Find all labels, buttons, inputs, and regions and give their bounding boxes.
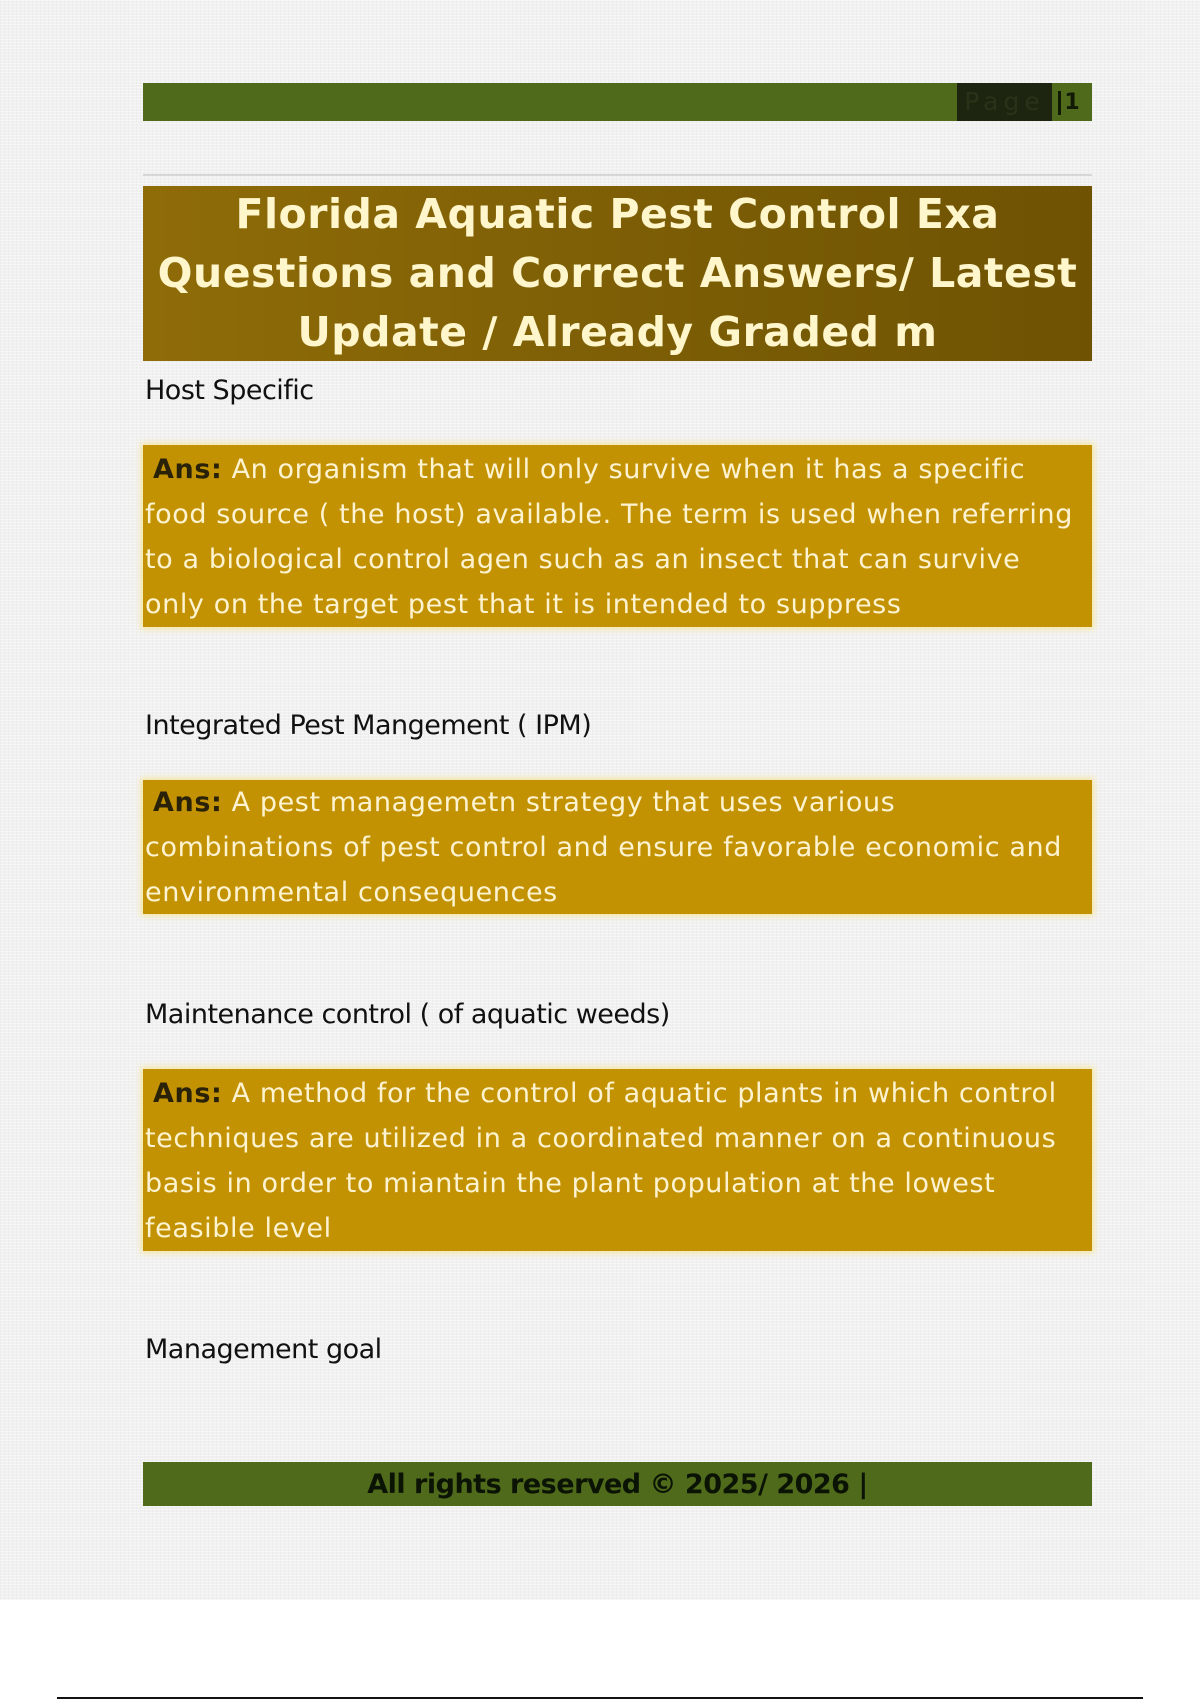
header-divider xyxy=(143,174,1092,176)
bottom-rule xyxy=(57,1697,1143,1699)
page-label: Page xyxy=(957,83,1052,121)
page-header-bar xyxy=(143,83,1092,121)
footer-copyright: All rights reserved © 2025/ 2026 | xyxy=(367,1468,868,1500)
page-number: 1 xyxy=(1052,83,1092,121)
answer-text xyxy=(143,447,1092,627)
answer-box-host-specific xyxy=(143,445,1092,627)
answer-body: An organism that will only survive when it has a specific food source ( the host) available. The term is used when referring to a biological control agen such as an insect that can survive only on the target pest that it is intended to suppress xyxy=(145,454,1073,620)
answer-body: A pest managemetn strategy that uses various combinations of pest control and ensure favorable economic and environmental consequences xyxy=(145,787,1062,908)
question-host-specific: Host Specific xyxy=(145,375,314,406)
answer-text xyxy=(143,1071,1092,1251)
ans-label: Ans: xyxy=(153,1078,223,1109)
question-management-goal: Management goal xyxy=(145,1334,382,1365)
document-title: Florida Aquatic Pest Control Exa Questions and Correct Answers/ Latest Update / Already Graded m xyxy=(157,190,1078,356)
answer-box-ipm xyxy=(143,780,1092,914)
ans-label: Ans: xyxy=(153,787,223,818)
question-ipm: Integrated Pest Mangement ( IPM) xyxy=(145,710,592,741)
answer-text xyxy=(143,780,1092,915)
answer-box-maintenance-control xyxy=(143,1069,1092,1251)
question-maintenance-control: Maintenance control ( of aquatic weeds) xyxy=(145,999,670,1030)
answer-body: A method for the control of aquatic plants in which control techniques are utilized in a coordinated manner on a continuous basis in order to miantain the plant population at the lowest feasible level xyxy=(145,1078,1057,1244)
page-footer-bar xyxy=(143,1462,1092,1506)
ans-label: Ans: xyxy=(153,454,223,485)
title-banner xyxy=(143,186,1092,361)
